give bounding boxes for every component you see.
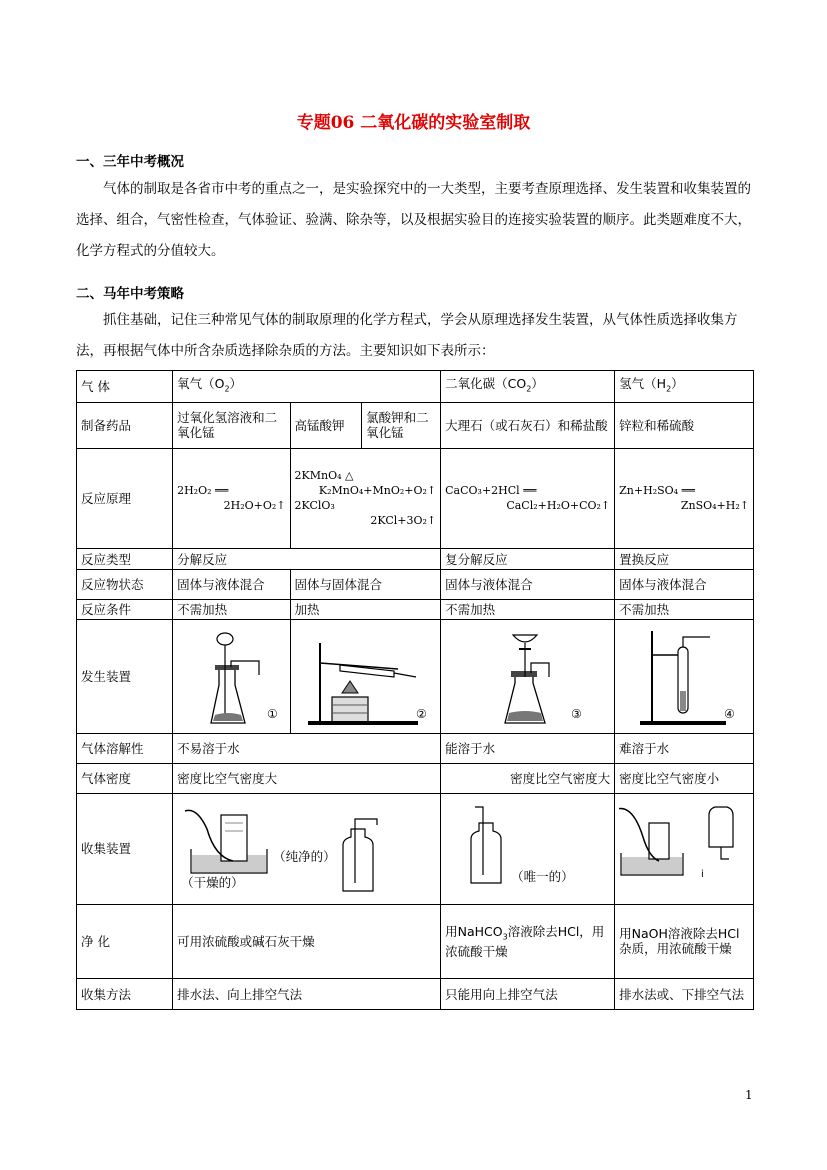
gas-o2-sub: 2	[224, 384, 230, 394]
eq-zn-line	[619, 483, 749, 498]
row-label-purify: 净 化	[77, 904, 173, 979]
table-row-state	[77, 570, 754, 600]
row-label-apparatus: 发生装置	[77, 620, 173, 733]
section-heading-strategy: 二、马年中考策略	[76, 286, 184, 302]
cell-density-co2: 密度比空气密度大	[441, 763, 615, 794]
eq-h2o2-product: 2H₂O+O₂↑	[223, 499, 286, 513]
cell-collect-method-h2: 排水法或、下排空气法	[615, 979, 754, 1010]
cell-density-h2: 密度比空气密度小	[615, 763, 754, 794]
section-strategy-text	[76, 305, 752, 367]
apparatus-number-3: ③	[570, 706, 582, 721]
row-label-reagents: 制备药品	[77, 402, 173, 448]
apparatus-number-4: ④	[724, 706, 735, 721]
eq-caco3-product: CaCl₂+H₂O+CO₂↑	[506, 499, 611, 513]
heating-tube-apparatus-drawing	[298, 625, 433, 729]
cell-reagents-h2: 锌粒和稀硫酸	[615, 402, 754, 448]
table-row-collect-method	[77, 979, 754, 1010]
cell-type-co2: 复分解反应	[441, 548, 615, 569]
cell-state-o2-a: 固体与液体混合	[173, 570, 290, 600]
apparatus-number-1: ①	[267, 706, 279, 721]
row-label-gas: 气 体	[77, 371, 173, 403]
gas-preparation-table	[76, 370, 754, 1010]
cell-type-h2: 置换反应	[615, 548, 754, 569]
table-row-principle	[77, 448, 754, 548]
cell-solubility-co2: 能溶于水	[441, 733, 615, 763]
eq-heat-sign: △	[345, 469, 354, 483]
cell-apparatus-4	[615, 620, 754, 733]
eq-kclo3-product: 2KCl+3O₂↑	[370, 514, 437, 528]
eq-sign: ══	[215, 484, 229, 498]
cell-reagents-o2-b: 高锰酸钾	[290, 402, 362, 448]
table-row-density	[77, 763, 754, 794]
cell-solubility-o2: 不易溶于水	[173, 733, 441, 763]
separatory-funnel-apparatus-drawing	[453, 625, 603, 729]
row-label-collect-method: 收集方法	[77, 979, 173, 1010]
cell-type-o2: 分解反应	[173, 548, 441, 569]
row-label-collect-apparatus: 收集装置	[77, 794, 173, 904]
cell-solubility-h2: 难溶于水	[615, 733, 754, 763]
gas-co2-sub: 2	[526, 384, 532, 394]
eq-h2o2-reactant: 2H₂O₂	[177, 484, 212, 498]
gas-co2-end: ）	[531, 376, 544, 392]
cell-reagents-o2-c: 氯酸钾和二氧化锰	[362, 402, 441, 448]
cell-collect-co2	[441, 794, 615, 904]
cell-condition-h2: 不需加热	[615, 599, 754, 619]
collect-note-only: （唯一的）	[511, 868, 574, 884]
cell-collect-h2	[615, 794, 754, 904]
eq-sign: ══	[523, 484, 537, 498]
collect-note-i: i	[701, 868, 704, 880]
section-overview-text	[76, 174, 752, 267]
cell-collect-method-o2: 排水法、向上排空气法	[173, 979, 441, 1010]
row-label-principle: 反应原理	[77, 448, 173, 548]
gas-h2-sub: 2	[666, 384, 672, 394]
upward-air-bottle-drawing	[445, 799, 595, 899]
cell-apparatus-2	[290, 620, 441, 733]
eq-kmno4-reactant: 2KMnO₄	[294, 469, 342, 483]
collect-h2-figure	[619, 799, 749, 899]
eq-caco3-reactant: CaCO₃+2HCl	[445, 484, 520, 498]
row-label-solubility: 气体溶解性	[77, 733, 173, 763]
cell-purify-o2: 可用浓硫酸或碱石灰干燥	[173, 904, 441, 979]
cell-state-h2: 固体与液体混合	[615, 570, 754, 600]
table-row-collect-apparatus	[77, 794, 754, 904]
eq-sign: ══	[681, 484, 695, 498]
cell-gas-co2	[441, 371, 615, 403]
collect-o2-figure	[177, 799, 436, 899]
table-row-reagents	[77, 402, 754, 448]
cell-purify-co2	[441, 904, 615, 979]
purify-co2-text1: 用NaHCO	[445, 923, 503, 939]
cell-condition-co2: 不需加热	[441, 599, 615, 619]
cell-collect-method-co2: 只能用向上排空气法	[441, 979, 615, 1010]
eq-caco3-line	[445, 483, 610, 498]
gas-o2-end: ）	[229, 376, 243, 392]
cell-principle-h2	[615, 448, 754, 548]
flask-funnel-apparatus-drawing	[181, 625, 281, 729]
row-label-condition: 反应条件	[77, 599, 173, 619]
collect-note-dry: （干燥的）	[181, 874, 244, 890]
cell-reagents-co2: 大理石（或石灰石）和稀盐酸	[441, 402, 615, 448]
table-row-type	[77, 548, 754, 569]
purify-co2-text2: 溶液除去HCl，用浓硫酸干燥	[445, 923, 605, 960]
eq-kclo3-reactant: 2KClO₃	[294, 499, 335, 513]
row-label-state: 反应物状态	[77, 570, 173, 600]
table-row-solubility	[77, 733, 754, 763]
page-number: 1	[745, 1088, 753, 1102]
eq-h2o2-left	[177, 483, 285, 498]
cell-density-o2: 密度比空气密度大	[173, 763, 441, 794]
downward-air-and-water-drawing	[619, 799, 741, 899]
eq-kmno4-product: K₂MnO₄+MnO₂+O₂↑	[318, 484, 437, 498]
cell-condition-o2-b: 加热	[290, 599, 441, 619]
cell-apparatus-1	[173, 620, 290, 733]
gas-o2-text: 氧气（O	[177, 376, 225, 392]
row-label-type: 反应类型	[77, 548, 173, 569]
section-heading-overview: 一、三年中考概况	[76, 154, 184, 170]
collect-co2-figure	[445, 799, 610, 899]
table-row-apparatus	[77, 620, 754, 733]
row-label-density: 气体密度	[77, 763, 173, 794]
cell-state-o2-b: 固体与固体混合	[290, 570, 441, 600]
cell-apparatus-3	[441, 620, 615, 733]
eq-kmno4-line	[295, 468, 437, 483]
cell-purify-h2: 用NaOH溶液除去HCl杂质，用浓硫酸干燥	[615, 904, 754, 979]
test-tube-stand-apparatus-drawing	[624, 625, 744, 729]
page-title: 专题06 二氧化碳的实验室制取	[296, 113, 531, 133]
table-row-gas	[77, 371, 754, 403]
cell-principle-co2	[441, 448, 615, 548]
cell-condition-o2-a: 不需加热	[173, 599, 290, 619]
cell-gas-h2	[615, 371, 754, 403]
gas-co2-text: 二氧化碳（CO	[445, 376, 527, 392]
cell-principle-o2-a	[173, 448, 290, 548]
cell-collect-o2	[173, 794, 441, 904]
table-row-condition	[77, 599, 754, 619]
cell-reagents-o2-a: 过氧化氢溶液和二氧化锰	[173, 402, 290, 448]
cell-gas-o2	[173, 371, 441, 403]
purify-co2-sub: 3	[502, 932, 508, 942]
eq-zn-product: ZnSO₄+H₂↑	[680, 499, 749, 513]
table-row-purify	[77, 904, 754, 979]
collect-note-pure: （纯净的）	[273, 848, 336, 864]
apparatus-number-2: ②	[415, 706, 427, 721]
cell-principle-o2-b	[290, 448, 441, 548]
eq-zn-reactant: Zn+H₂SO₄	[619, 484, 679, 498]
strategy-paragraph: 抓住基础，记住三种常见气体的制取原理的化学方程式，学会从原理选择发生装置，从气体性质选择收集方法，再根据气体中所含杂质选择除杂质的方法。主要知识如下表所示：	[76, 312, 738, 359]
cell-state-co2: 固体与液体混合	[441, 570, 615, 600]
gas-h2-end: ）	[671, 376, 684, 392]
gas-h2-text: 氢气（H	[619, 376, 667, 392]
overview-paragraph: 气体的制取是各省市中考的重点之一，是实验探究中的一大类型，主要考查原理选择、发生装置和收集装置的选择、组合，气密性检查，气体验证、验满、除杂等，以及根据实验目的连接实验装置的顺序。此类题难度不大，化学方程式的分值较大。	[76, 181, 751, 259]
